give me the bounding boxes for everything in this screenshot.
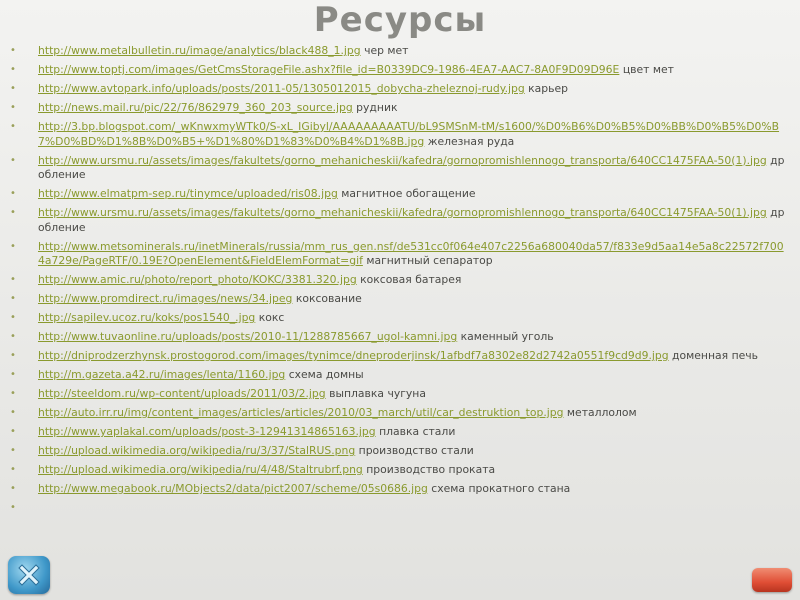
resource-link[interactable]: http://www.toptj.com/images/GetCmsStorageFile.ashx?file_id=B0339DC9-1986-4EA7-AAC7-8A0F9D09D96E bbox=[38, 63, 620, 76]
resource-link[interactable]: http://news.mail.ru/pic/22/76/862979_360_203_source.jpg bbox=[38, 101, 353, 114]
resource-link[interactable]: http://www.metalbulletin.ru/image/analytics/black488_1.jpg bbox=[38, 44, 361, 57]
resource-link[interactable]: http://www.tuvaonline.ru/uploads/posts/2010-11/1288785667_ugol-kamni.jpg bbox=[38, 330, 458, 343]
resource-link[interactable]: http://steeldom.ru/wp-content/uploads/2011/03/2.jpg bbox=[38, 387, 326, 400]
resource-description: дробление bbox=[38, 153, 785, 181]
resource-description: карьер bbox=[528, 82, 569, 95]
resource-description: коксовая батарея bbox=[360, 273, 462, 286]
resource-link[interactable]: http://dniprodzerzhynsk.prostogorod.com/images/tynimce/dneproderjinsk/1afbdf7a8302e82d2742a0551f9cd9d9.jpg bbox=[38, 349, 669, 362]
resource-link[interactable]: http://www.yaplakal.com/uploads/post-3-12941314865163.jpg bbox=[38, 425, 376, 438]
resource-link[interactable]: http://auto.irr.ru/img/content_images/articles/articles/2010/03_march/util/car_destruktion_top.jpg bbox=[38, 406, 564, 419]
resource-item bbox=[10, 240, 790, 269]
resource-item bbox=[10, 154, 790, 183]
resource-link[interactable]: http://www.metsominerals.ru/inetMinerals/russia/mm_rus_gen.nsf/de531cc0f064e407c2256a680040da57/f833e9d5aa14e5a8c22572f7004a729e/PageRTF/0.19E?OpenElement&FieldElemFormat=gif bbox=[38, 239, 784, 267]
resource-description: каменный уголь bbox=[460, 330, 554, 343]
resource-list bbox=[10, 44, 790, 501]
resource-description: выплавка чугуна bbox=[329, 387, 426, 400]
resource-description: магнитное обогащение bbox=[341, 187, 476, 200]
resource-link[interactable]: http://upload.wikimedia.org/wikipedia/ru/3/37/StalRUS.png bbox=[38, 444, 356, 457]
resource-item bbox=[10, 63, 790, 78]
resource-description: кокс bbox=[258, 311, 285, 324]
resource-description: металлолом bbox=[566, 406, 637, 419]
resource-description: схема домны bbox=[288, 368, 364, 381]
resource-link[interactable]: http://www.elmatpm-sep.ru/tinymce/uploaded/ris08.jpg bbox=[38, 187, 338, 200]
resource-link[interactable]: http://www.promdirect.ru/images/news/34.jpeg bbox=[38, 292, 293, 305]
resource-link[interactable]: http://www.ursmu.ru/assets/images/fakultets/gorno_mehanicheskii/kafedra/gornopromishlennogo_transporta/640CC1475FAA-50(1).jpg bbox=[38, 153, 767, 167]
resource-description: производство проката bbox=[366, 463, 496, 476]
resource-link[interactable]: http://3.bp.blogspot.com/_wKnwxmyWTk0/S-xL_IGibyl/AAAAAAAAATU/bL9SMSnM-tM/s1600/%D0%B6%D0%B5%D0%BB%D0%B5%D0%B7%D0%BD%D1%8B%D0%B5+%D1%80%D1%83%D0%B4%D1%8B.jpg bbox=[38, 120, 780, 148]
resource-item bbox=[10, 44, 790, 59]
next-slide-button[interactable] bbox=[752, 568, 792, 592]
resource-link[interactable]: http://www.avtopark.info/uploads/posts/2011-05/1305012015_dobycha-zheleznoj-rudy.jpg bbox=[38, 82, 525, 95]
resource-description: доменная печь bbox=[672, 349, 759, 362]
resource-item bbox=[10, 463, 790, 478]
resource-item bbox=[10, 206, 790, 235]
resource-item bbox=[10, 187, 790, 202]
resource-description: магнитный сепаратор bbox=[366, 254, 493, 267]
resource-item bbox=[10, 368, 790, 383]
resource-item bbox=[10, 101, 790, 116]
resource-item bbox=[10, 425, 790, 440]
resource-item bbox=[10, 292, 790, 307]
resource-description: чер мет bbox=[364, 44, 409, 57]
resource-link[interactable]: http://sapilev.ucoz.ru/koks/pos1540_.jpg bbox=[38, 311, 256, 324]
slide-title: Ресурсы bbox=[313, 0, 487, 40]
resource-link[interactable]: http://upload.wikimedia.org/wikipedia/ru/4/48/Staltrubrf.png bbox=[38, 463, 363, 476]
resource-item bbox=[10, 330, 790, 345]
resource-description: коксование bbox=[295, 292, 362, 305]
resource-description: плавка стали bbox=[379, 425, 456, 438]
resource-link[interactable]: http://www.ursmu.ru/assets/images/fakultets/gorno_mehanicheskii/kafedra/gornopromishlennogo_transporta/640CC1475FAA-50(1).jpg bbox=[38, 206, 767, 219]
resource-description: производство стали bbox=[358, 444, 474, 457]
resource-description: железная руда bbox=[427, 134, 515, 148]
resource-item bbox=[10, 406, 790, 421]
resource-link[interactable]: http://www.amic.ru/photo/report_photo/KOKC/3381.320.jpg bbox=[38, 273, 357, 286]
resource-description: рудник bbox=[356, 101, 398, 114]
resource-description: дробление bbox=[38, 206, 785, 234]
previous-slide-button[interactable] bbox=[8, 556, 50, 594]
resource-item bbox=[10, 273, 790, 288]
resource-item bbox=[10, 120, 790, 149]
close-x-icon bbox=[13, 559, 45, 591]
resource-description: цвет мет bbox=[622, 63, 674, 76]
resource-item bbox=[10, 311, 790, 326]
resource-item bbox=[10, 82, 790, 97]
resource-item bbox=[10, 387, 790, 402]
resource-item bbox=[10, 349, 790, 364]
resource-link[interactable]: http://m.gazeta.a42.ru/images/lenta/1160.jpg bbox=[38, 368, 286, 381]
resource-item bbox=[10, 482, 790, 497]
resource-link[interactable]: http://www.megabook.ru/MObjects2/data/pict2007/scheme/05s0686.jpg bbox=[38, 482, 428, 495]
resource-description: схема прокатного стана bbox=[431, 482, 571, 495]
resource-item bbox=[10, 444, 790, 459]
